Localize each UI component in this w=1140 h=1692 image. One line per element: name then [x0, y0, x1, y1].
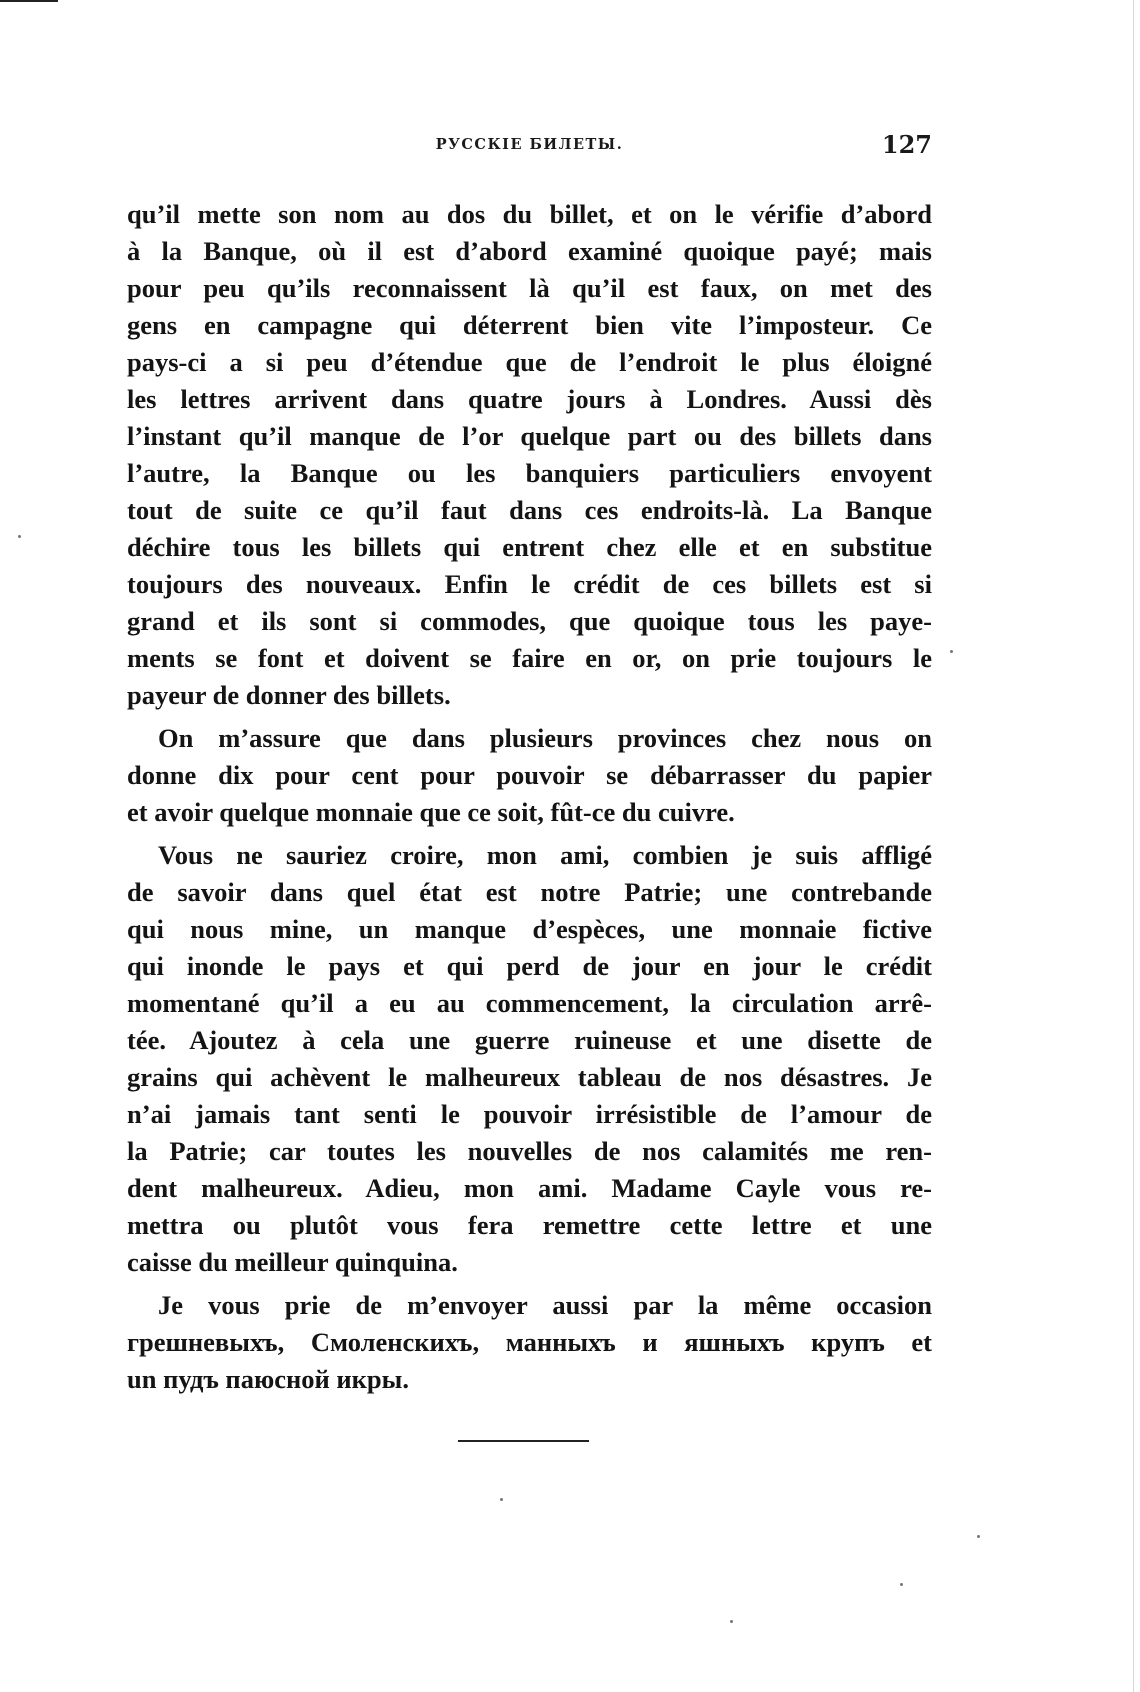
- text-line: tout de suite ce qu’il faut dans ces endroits-là. La Banque: [127, 495, 932, 525]
- paragraph: [127, 196, 932, 714]
- text-line: caisse du meilleur quinquina.: [127, 1247, 458, 1277]
- text-line: un пудъ паюсной икры.: [127, 1364, 409, 1394]
- text-line: Vous ne sauriez croire, mon ami, combien je suis affligé: [158, 840, 932, 870]
- text-line: momentané qu’il a eu au commencement, la circulation arrê-: [127, 988, 932, 1018]
- text-line: l’instant qu’il manque de l’or quelque part ou des billets dans: [127, 421, 932, 451]
- text-line: grains qui achèvent le malheureux tableau de nos désastres. Je: [127, 1062, 932, 1092]
- text-line: qui inonde le pays et qui perd de jour en jour le crédit: [127, 951, 932, 981]
- text-line: dent malheureux. Adieu, mon ami. Madame Cayle vous re-: [127, 1173, 932, 1203]
- scan-speck: [900, 1583, 903, 1586]
- text-line: pour peu qu’ils reconnaissent là qu’il est faux, on met des: [127, 273, 932, 303]
- text-line: de savoir dans quel état est notre Patrie; une contrebande: [127, 877, 932, 907]
- scan-speck: [977, 1535, 980, 1538]
- scan-speck: [18, 535, 21, 538]
- scan-right-edge: [1133, 0, 1134, 1692]
- text-line: qu’il mette son nom au dos du billet, et on le vérifie d’abord: [127, 199, 932, 229]
- scan-speck: [730, 1620, 733, 1623]
- text-line: déchire tous les billets qui entrent chez elle et en substitue: [127, 532, 932, 562]
- text-line: n’ai jamais tant senti le pouvoir irrésistible de l’amour de: [127, 1099, 932, 1129]
- text-line: l’autre, la Banque ou les banquiers particuliers envoyent: [127, 458, 932, 488]
- text-line: donne dix pour cent pour pouvoir se débarrasser du papier: [127, 760, 932, 790]
- text-line: tée. Ajoutez à cela une guerre ruineuse et une disette de: [127, 1025, 932, 1055]
- text-line: et avoir quelque monnaie que ce soit, fût-ce du cuivre.: [127, 797, 735, 827]
- text-line: payeur de donner des billets.: [127, 680, 451, 710]
- text-line: Je vous prie de m’envoyer aussi par la même occasion: [158, 1290, 932, 1320]
- paragraph: [127, 837, 932, 1281]
- text-line: à la Banque, où il est d’abord examiné quoique payé; mais: [127, 236, 932, 266]
- text-line: grand et ils sont si commodes, que quoique tous les paye-: [127, 606, 932, 636]
- text-line: ments se font et doivent se faire en or, on prie toujours le: [127, 643, 932, 673]
- end-rule: [458, 1440, 589, 1442]
- page-number: 127: [881, 130, 932, 159]
- running-title: РУССКІЕ БИЛЕТЫ.: [435, 136, 624, 153]
- text-line: la Patrie; car toutes les nouvelles de nos calamités me ren-: [127, 1136, 932, 1166]
- scan-top-rule: [0, 0, 58, 2]
- text-line: грешневыхъ, Смоленскихъ, манныхъ и яшныхъ крупъ et: [127, 1327, 932, 1357]
- paragraph: [127, 1287, 932, 1398]
- running-head: [127, 130, 932, 160]
- text-line: qui nous mine, un manque d’espèces, une monnaie fictive: [127, 914, 932, 944]
- text-line: pays-ci a si peu d’étendue que de l’endroit le plus éloigné: [127, 347, 932, 377]
- scan-speck: [950, 650, 953, 653]
- text-line: toujours des nouveaux. Enfin le crédit de ces billets est si: [127, 569, 932, 599]
- text-line: gens en campagne qui déterrent bien vite l’imposteur. Ce: [127, 310, 932, 340]
- scan-speck: [500, 1498, 503, 1501]
- body-text: [127, 196, 932, 1398]
- paragraph: [127, 720, 932, 831]
- text-line: On m’assure que dans plusieurs provinces chez nous on: [158, 723, 932, 753]
- text-line: les lettres arrivent dans quatre jours à Londres. Aussi dès: [127, 384, 932, 414]
- text-line: mettra ou plutôt vous fera remettre cette lettre et une: [127, 1210, 932, 1240]
